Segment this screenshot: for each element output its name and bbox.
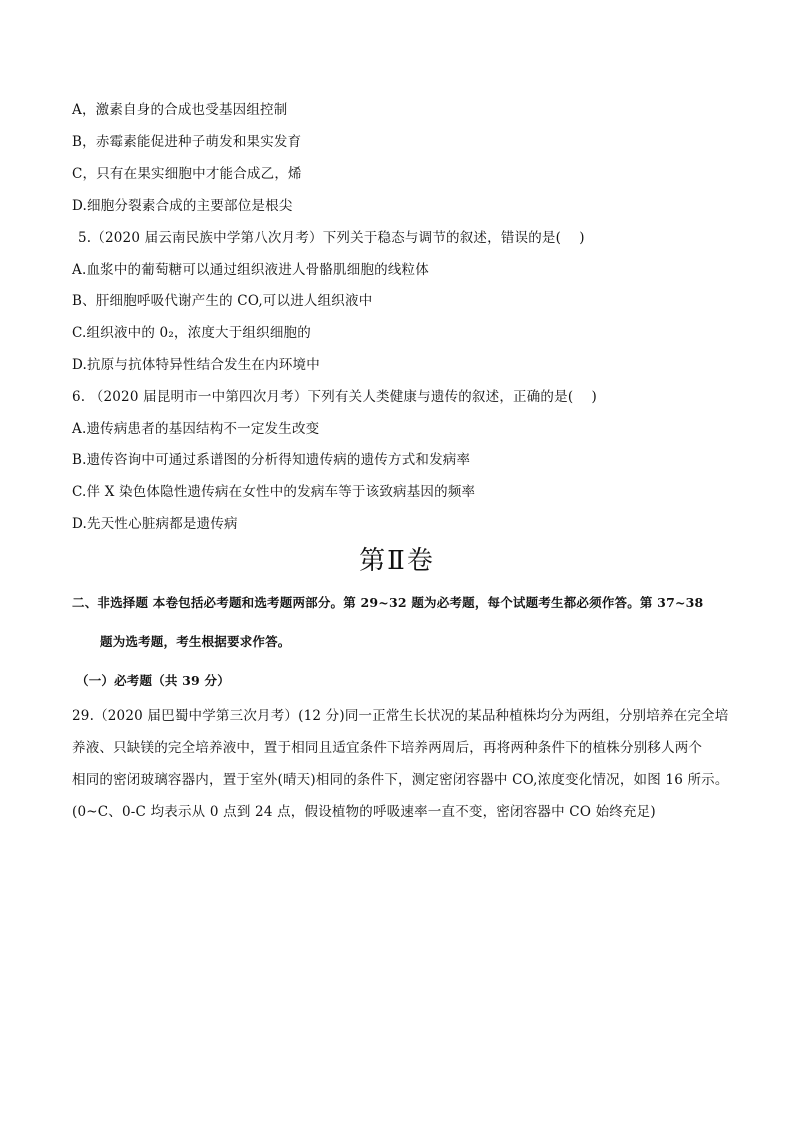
q29-line4: (0~C、0-C 均表示从 0 点到 24 点，假设植物的呼吸速率一直不变，密闭容器中 CO 始终充足) [72, 804, 656, 820]
q6-stem: 6. （2020 届昆明市一中第四次月考）下列有关人类健康与遗传的叙述，正确的是( ) [72, 389, 597, 405]
q29-line2: 养液、只缺镁的完全培养液中，置于相同且适宜条件下培养两周后，再将两种条件下的植株分别移人两个 [72, 740, 703, 756]
section-instructions-line1: 二、非选择题 本卷包括必考题和选考题两部分。第 29~32 题为必考题，每个试题考生都必须作答。第 37~38 [72, 595, 704, 610]
q6-option-c: C.伴 X 染色体隐性遗传病在女性中的发病车等于该致病基因的频率 [72, 484, 476, 500]
q5-stem: 5.（2020 届云南民族中学第八次月考）下列关于稳态与调节的叙述，错误的是( ) [78, 230, 585, 246]
q5-option-a: A.血浆中的葡萄糖可以通过组织液进人骨骼肌细胞的线粒体 [72, 262, 429, 278]
q5-option-c: C.组织液中的 0₂，浓度大于组织细胞的 [72, 325, 311, 341]
q4-option-b: B，赤霉素能促进种子萌发和果实发育 [72, 134, 302, 150]
required-section-header: （一）必考题（共 39 分） [76, 673, 230, 688]
q6-option-a: A.遗传病患者的基因结构不一定发生改变 [72, 421, 320, 437]
q4-option-a: A，激素自身的合成也受基因组控制 [72, 102, 288, 118]
q5-option-d: D.抗原与抗体特异性结合发生在内环境中 [72, 357, 320, 373]
q5-option-b: B、肝细胞呼吸代谢产生的 CO,可以进人组织液中 [72, 293, 373, 309]
q29-line1: 29.（2020 届巴蜀中学第三次月考）(12 分)同一正常生长状况的某品种植株均分为两组，分别培养在完全培 [72, 708, 729, 724]
q4-option-d: D.细胞分裂素合成的主要部位是根尖 [72, 198, 293, 214]
section-instructions-line2: 题为选考题，考生根据要求作答。 [100, 634, 291, 649]
q6-option-b: B.遗传咨询中可通过系谱图的分析得知遗传病的遗传方式和发病率 [72, 452, 471, 468]
q4-option-c: C，只有在果实细胞中才能合成乙，烯 [72, 166, 302, 182]
q6-option-d: D.先天性心脏病都是遗传病 [72, 516, 238, 532]
section-title: 第Ⅱ卷 [359, 546, 435, 576]
q29-line3: 相同的密闭玻璃容器内，置于室外(晴天)相同的条件下，测定密闭容器中 CO,浓度变化情况，如图 16 所示。 [72, 772, 729, 788]
